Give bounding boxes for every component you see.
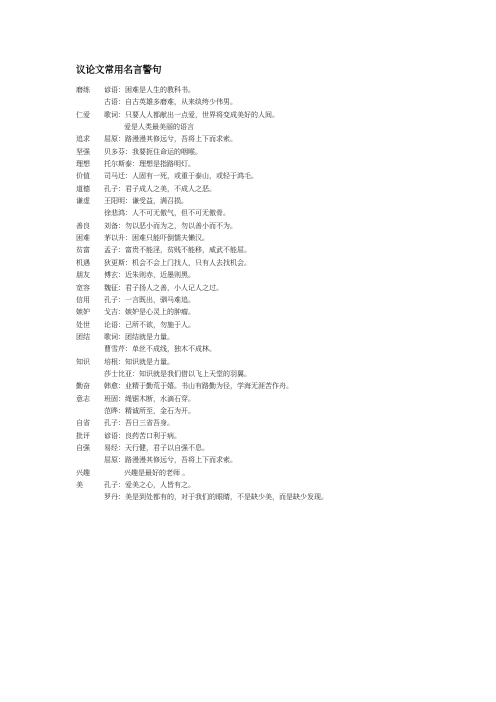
entry-topic: 团结 xyxy=(76,332,90,341)
entry-topic: 坚强 xyxy=(76,147,90,156)
quote-entry xyxy=(76,133,476,145)
quote-entry xyxy=(76,405,476,417)
entry-quote: 古语：自古英雄多磨难，从来纨绔少伟男。 xyxy=(104,98,237,107)
quote-entry xyxy=(76,269,476,281)
quote-entry xyxy=(76,146,476,158)
entry-topic: 嫉妒 xyxy=(76,308,90,317)
quote-entry xyxy=(76,282,476,294)
entry-quote: 贝多芬：我要扼住命运的咽喉。 xyxy=(104,147,202,156)
entry-topic: 知识 xyxy=(76,357,90,366)
quote-entry xyxy=(76,158,476,170)
quote-entry xyxy=(76,183,476,195)
entry-topic: 意志 xyxy=(76,394,90,403)
quote-entry xyxy=(76,467,476,479)
quote-entry xyxy=(76,331,476,343)
quote-entry xyxy=(76,121,476,133)
entry-quote: 爱是人类最美丽的语言 xyxy=(124,123,194,132)
quote-entry xyxy=(76,343,476,355)
quote-entry xyxy=(76,257,476,269)
entry-quote: 易经：天行健，君子以自强不息。 xyxy=(104,443,209,452)
entry-topic: 朋友 xyxy=(76,271,90,280)
quote-entry xyxy=(76,84,476,96)
quote-entry xyxy=(76,195,476,207)
entry-quote: 屈原：路漫漫其修远兮，吾将上下而求索。 xyxy=(104,456,237,465)
quote-entry xyxy=(76,232,476,244)
entry-quote: 孔子：一言既出，驷马难追。 xyxy=(104,295,195,304)
entry-quote: 魏征：君子扬人之善，小人记人之过。 xyxy=(104,283,223,292)
entry-quote: 司马迁：人固有一死，或重于泰山，或轻于鸿毛。 xyxy=(104,172,258,181)
quote-entry xyxy=(76,207,476,219)
entry-quote: 兴趣是最好的老师 。 xyxy=(124,468,190,477)
entry-topic: 善良 xyxy=(76,221,90,230)
entry-topic: 自强 xyxy=(76,443,90,452)
entry-topic: 机遇 xyxy=(76,258,90,267)
entry-quote: 班固：绳锯木断，水滴石穿。 xyxy=(104,394,195,403)
quote-entry xyxy=(76,294,476,306)
entry-topic: 磨练 xyxy=(76,86,90,94)
quote-entry xyxy=(76,491,476,503)
entry-topic: 困难 xyxy=(76,234,90,243)
entry-quote: 托尔斯泰：理想是指路明灯。 xyxy=(104,160,195,169)
entry-quote: 论语：己所不欲，勿施于人。 xyxy=(104,320,195,329)
quote-entry xyxy=(76,109,476,121)
quote-entry xyxy=(76,380,476,392)
quote-entry xyxy=(76,417,476,429)
quote-entry xyxy=(76,356,476,368)
entry-topic: 贫富 xyxy=(76,246,90,255)
entry-topic: 勤奋 xyxy=(76,382,90,391)
entry-quote: 戈吉：嫉妒是心灵上的肿瘤。 xyxy=(104,308,195,317)
entry-quote: 培根：知识就是力量。 xyxy=(104,357,174,366)
entry-quote: 歌词：团结就是力量。 xyxy=(104,332,174,341)
entry-quote: 傅玄：近朱则赤，近墨则黑。 xyxy=(104,271,195,280)
quote-entry xyxy=(76,220,476,232)
entry-quote: 孟子：富贵不能淫，贫贱不能移，威武不能屈。 xyxy=(104,246,251,255)
entry-quote: 狄更斯：机会不会上门找人，只有人去找机会。 xyxy=(104,258,251,267)
quote-entry xyxy=(76,442,476,454)
quote-entry xyxy=(76,454,476,466)
quote-entry xyxy=(76,244,476,256)
entry-quote: 韩愈：业精于勤荒于嬉。书山有路勤为径，学海无涯苦作舟。 xyxy=(104,382,293,391)
entry-topic: 仁爱 xyxy=(76,110,90,119)
entry-quote: 谚语：困难是人生的教科书。 xyxy=(104,86,195,94)
entry-quote: 孔子：吾日三省吾身。 xyxy=(104,419,174,428)
entry-topic: 价值 xyxy=(76,172,90,181)
entry-topic: 美 xyxy=(76,481,83,489)
entry-quote: 罗丹：美是到处都有的，对于我们的眼睛，不是缺少美，而是缺少发现。 xyxy=(104,493,328,502)
entry-topic: 批评 xyxy=(76,431,90,440)
entry-topic: 兴趣 xyxy=(76,468,90,477)
entry-topic: 宽容 xyxy=(76,283,90,292)
document-title: 议论文常用名言警句 xyxy=(76,65,162,76)
entry-topic: 理想 xyxy=(76,160,90,169)
entry-quote: 谚语：良药苦口利于病。 xyxy=(104,431,181,440)
entry-quote: 屈原：路漫漫其修远兮，吾将上下而求索。 xyxy=(104,135,237,144)
quote-entry xyxy=(76,368,476,380)
entry-quote: 范晔：精诚所至，金石为开。 xyxy=(104,406,195,415)
quote-entry xyxy=(76,430,476,442)
entry-quote: 歌词：只要人人都献出一点爱，世界将变成美好的人间。 xyxy=(104,110,279,119)
entry-quote: 茅以升：困难只能吓倒懦夫懒汉。 xyxy=(104,234,209,243)
entry-quote: 孔子：爱美之心，人皆有之。 xyxy=(104,481,195,489)
quote-entry xyxy=(76,170,476,182)
entry-quote: 刘备：勿以恶小而为之，勿以善小而不为。 xyxy=(104,221,237,230)
quote-entry xyxy=(76,306,476,318)
entry-quote: 王阳明：谦受益，满召损。 xyxy=(104,197,188,206)
entry-topic: 处世 xyxy=(76,320,90,329)
quote-entry xyxy=(76,319,476,331)
entry-topic: 信用 xyxy=(76,295,90,304)
entry-topic: 追求 xyxy=(76,135,90,144)
quote-entry xyxy=(76,479,476,491)
entry-quote: 孔子：君子成人之美，不成人之恶。 xyxy=(104,184,216,193)
entry-quote: 徐悲鸿：人不可无傲气，但不可无傲骨。 xyxy=(104,209,230,218)
entry-topic: 自省 xyxy=(76,419,90,428)
quote-entry xyxy=(76,393,476,405)
quote-entry xyxy=(76,96,476,108)
quote-list xyxy=(76,84,476,504)
entry-topic: 谦虚 xyxy=(76,197,90,206)
entry-topic: 道德 xyxy=(76,184,90,193)
entry-quote: 曹雪芹：单丝不成线，独木不成林。 xyxy=(104,345,216,354)
entry-quote: 莎士比亚：知识就是我们借以飞上天堂的羽翼。 xyxy=(104,369,251,378)
